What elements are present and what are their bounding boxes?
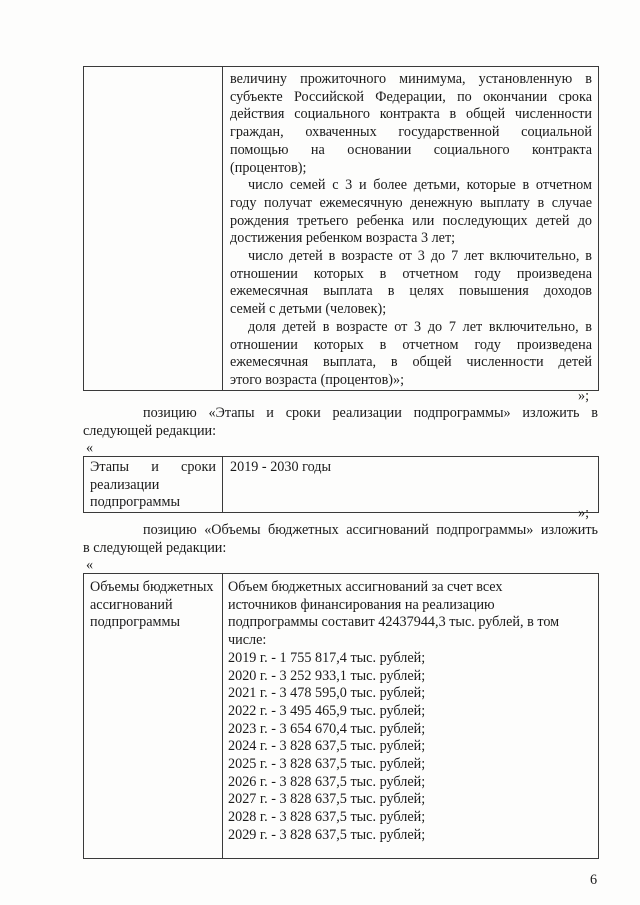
- budget-year-line: 2024 г. - 3 828 637,5 тыс. рублей;: [228, 738, 426, 755]
- indicators-text-cell: [223, 67, 599, 391]
- indicator-line: (процентов);: [230, 159, 307, 176]
- budget-year-line: 2021 г. - 3 478 595,0 тыс. рублей;: [228, 685, 426, 702]
- budget-year-line: 2028 г. - 3 828 637,5 тыс. рублей;: [228, 809, 426, 826]
- paragraph-budget: [83, 522, 598, 557]
- indicator-line: доля детей в возрасте от 3 до 7 лет включительно, в: [248, 318, 592, 335]
- budget-label-line: ассигнований: [90, 596, 173, 613]
- indicator-line: субъекте Российской Федерации, по окончании срока: [230, 88, 592, 105]
- paragraph-budget-line2: в следующей редакции:: [83, 539, 227, 556]
- indicator-line: этого возраста (процентов)»;: [230, 371, 405, 388]
- stages-label-cell: [84, 457, 223, 513]
- budget-label-cell: [84, 574, 223, 859]
- indicator-line: отношении которых в отчетном году произведена: [230, 336, 592, 353]
- closing-quote: »;: [578, 505, 590, 521]
- budget-intro-line: источников финансирования на реализацию: [228, 596, 495, 613]
- stages-value-cell: [223, 457, 599, 513]
- indicators-left-cell: [84, 67, 223, 391]
- budget-intro-line: подпрограммы составит 42437944,3 тыс. рублей, в том: [228, 614, 560, 631]
- indicator-line: достижения ребенком возраста 3 лет;: [230, 230, 456, 247]
- indicator-line: действия социального контракта в общей численности: [230, 106, 592, 123]
- budget-table: [83, 573, 599, 859]
- closing-quote: »;: [578, 388, 590, 404]
- budget-year-line: 2025 г. - 3 828 637,5 тыс. рублей;: [228, 756, 426, 773]
- stages-table: [83, 456, 599, 513]
- stages-label-line: подпрограммы: [90, 494, 180, 511]
- budget-label-line: подпрограммы: [90, 614, 180, 631]
- opening-quote: «: [86, 557, 94, 573]
- indicator-line: отношении которых в отчетном году произведена: [230, 265, 592, 282]
- stages-value: 2019 - 2030 годы: [230, 459, 332, 475]
- indicator-line: помощью на основании социального контракта: [230, 141, 592, 158]
- indicator-line: ежемесячная выплата, в общей численности детей: [230, 354, 592, 371]
- indicator-line: число семей с 3 и более детьми, которые в отчетном: [248, 177, 592, 194]
- paragraph-stages-line2: следующей редакции:: [83, 422, 217, 439]
- stages-label-line: реализации: [90, 476, 160, 493]
- indicator-line: году получат ежемесячную денежную выплату в случае: [230, 194, 592, 211]
- budget-year-line: 2027 г. - 3 828 637,5 тыс. рублей;: [228, 791, 426, 808]
- paragraph-stages: [83, 405, 598, 440]
- budget-year-line: 2029 г. - 3 828 637,5 тыс. рублей;: [228, 826, 426, 843]
- indicator-line: число детей в возрасте от 3 до 7 лет включительно, в: [248, 248, 592, 265]
- budget-year-line: 2023 г. - 3 654 670,4 тыс. рублей;: [228, 720, 426, 737]
- page-number: 6: [590, 872, 598, 888]
- budget-year-list: [228, 650, 592, 845]
- budget-year-line: 2019 г. - 1 755 817,4 тыс. рублей;: [228, 649, 426, 666]
- indicator-line: рождения третьего ребенка или последующих детей до: [230, 212, 592, 229]
- indicators-lines: [223, 67, 598, 390]
- paragraph-stages-line1: позицию «Этапы и сроки реализации подпрограммы» изложить в: [143, 405, 598, 421]
- indicator-line: семей с детьми (человек);: [230, 301, 387, 318]
- budget-year-line: 2026 г. - 3 828 637,5 тыс. рублей;: [228, 773, 426, 790]
- budget-year-line: 2020 г. - 3 252 933,1 тыс. рублей;: [228, 667, 426, 684]
- budget-intro-line: Объем бюджетных ассигнований за счет всех: [228, 579, 503, 595]
- indicator-line: граждан, охваченных государственной социальной: [230, 124, 592, 141]
- indicators-table: [83, 66, 599, 391]
- opening-quote: «: [86, 440, 94, 456]
- budget-year-line: 2022 г. - 3 495 465,9 тыс. рублей;: [228, 702, 426, 719]
- stages-label-line: Этапы и сроки: [90, 459, 216, 475]
- indicator-line: ежемесячная выплата в целях повышения доходов: [230, 283, 592, 300]
- indicator-line: величину прожиточного минимума, установленную в: [230, 71, 592, 87]
- paragraph-budget-line1: позицию «Объемы бюджетных ассигнований подпрограммы» изложить: [143, 522, 598, 538]
- budget-label-line: Объемы бюджетных: [90, 579, 214, 595]
- budget-intro-line: числе:: [228, 632, 267, 649]
- budget-value-cell: [223, 574, 599, 859]
